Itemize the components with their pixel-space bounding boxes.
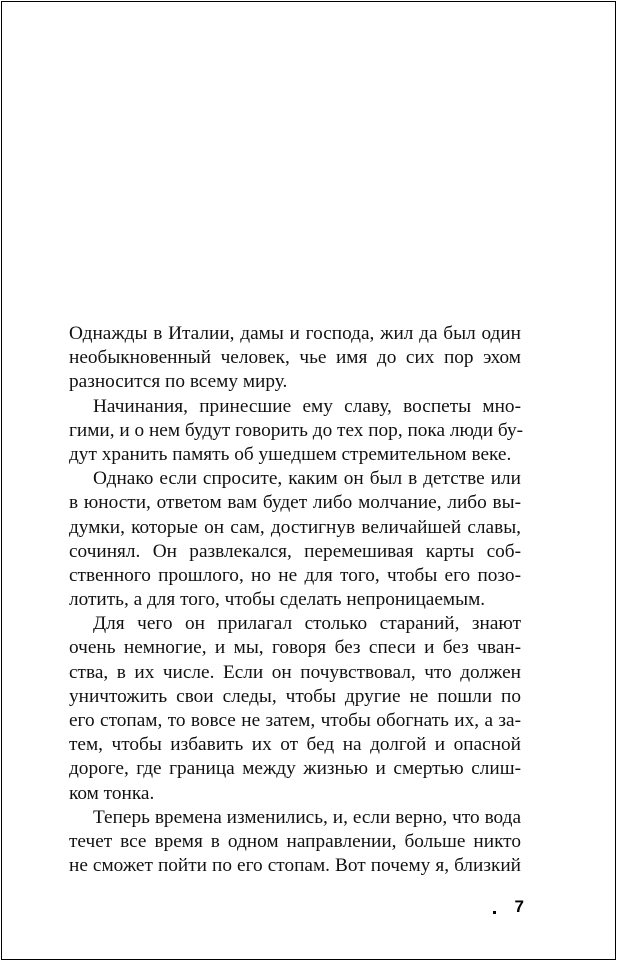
text-line: гими, и о нем будут говорить до тех пор, пока люди бу- [69,419,524,441]
text-line: не сможет пойти по его стопам. Вот почему я, близкий [69,855,521,877]
page-footer [472,895,524,919]
text-line: Начинания, принесшие ему славу, воспеты мно- [93,395,521,417]
text-line: дороге, где граница между жизнью и смертью слиш- [69,758,521,780]
text-line: ства, в их числе. Если он почувствовал, что должен [69,661,521,683]
text-line: течет все время в одном направлении, больше никто [69,830,521,852]
page-number: 7 [514,897,524,916]
footer-dot-ornament [493,911,496,914]
book-page [1,1,616,960]
text-line: Для чего он прилагал столько стараний, знают [93,613,521,635]
text-line: уничтожить свои следы, чтобы другие не пошли по [69,685,521,707]
paragraph [69,806,521,879]
text-line: ком тонка. [69,782,155,804]
text-line: ственного прошлого, но не для того, чтобы его позо- [69,564,521,586]
text-line: Однажды в Италии, дамы и господа, жил да был один [69,323,521,344]
text-line: тем, чтобы избавить их от бед на долгой и опасной [69,734,521,756]
paragraph [69,322,521,395]
text-line: Теперь времена изменились, и, если верно, что вода [93,806,521,828]
text-line: очень немногие, и мы, говоря без спеси и без чван- [69,637,521,659]
text-line: лотить, а для того, чтобы сделать непроницаемым. [69,589,486,611]
text-line: необыкновенный человек, чье имя до сих пор эхом [69,347,521,369]
paragraph [69,395,524,468]
text-line: разносится по всему миру. [69,371,288,393]
text-line: дут хранить память об ушедшем стремительном веке. [69,443,512,465]
paragraph [69,467,521,612]
text-line: в юности, ответом вам будет либо молчание, либо вы- [69,492,521,514]
body-text [69,322,524,878]
text-line: Однако если спросите, каким он был в детстве или [93,468,521,490]
paragraph [69,612,521,806]
text-line: думки, которые он сам, достигнув величайшей славы, [69,516,521,538]
text-line: его стопам, то вовсе не затем, чтобы обогнать их, а за- [69,710,521,731]
text-line: сочинял. Он развлекался, перемешивая карты соб- [69,540,521,562]
